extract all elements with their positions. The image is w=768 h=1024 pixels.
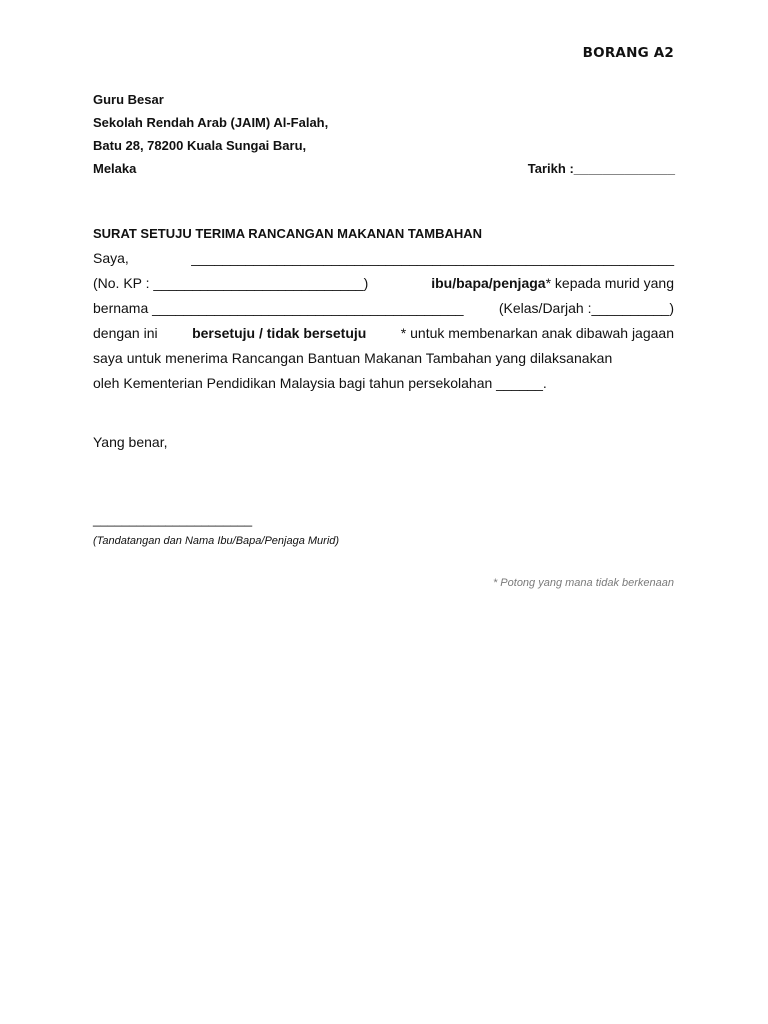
body-line-4-tail: * untuk membenarkan anak dibawah jagaan bbox=[400, 325, 674, 341]
body-line-2-rest bbox=[431, 271, 674, 296]
signature-caption: (Tandatangan dan Nama Ibu/Bapa/Penjaga Murid) bbox=[93, 535, 340, 547]
guardian-role: ibu/bapa/penjaga bbox=[431, 275, 546, 291]
address-line-3: Batu 28, 78200 Kuala Sungai Baru, bbox=[93, 138, 307, 153]
saya-label: Saya, bbox=[93, 250, 129, 266]
body-line-4 bbox=[93, 321, 674, 346]
address-line-2: Sekolah Rendah Arab (JAIM) Al-Falah, bbox=[93, 115, 329, 130]
letter-body bbox=[93, 246, 674, 396]
name-blank: ______________________________________________________________ bbox=[191, 250, 674, 266]
address-last-row bbox=[93, 157, 675, 180]
form-code: BORANG A2 bbox=[582, 45, 674, 61]
student-name-blank: bernama ________________________________________ bbox=[93, 300, 464, 316]
signature-line: ______________________ bbox=[93, 512, 253, 527]
ic-number-blank: (No. KP : ___________________________) bbox=[93, 275, 369, 291]
class-blank: (Kelas/Darjah :__________) bbox=[498, 300, 674, 316]
body-line-2 bbox=[93, 271, 674, 296]
body-line-3 bbox=[93, 296, 674, 321]
recipient-address bbox=[93, 88, 675, 180]
address-line-4: Melaka bbox=[93, 161, 137, 176]
body-line-4-head: dengan ini bbox=[93, 325, 158, 341]
body-line-1 bbox=[93, 246, 674, 271]
consent-choice: bersetuju / tidak bersetuju bbox=[192, 325, 367, 341]
date-field: Tarikh :______________ bbox=[527, 161, 675, 176]
closing-salutation: Yang benar, bbox=[93, 434, 168, 450]
body-line-5: saya untuk menerima Rancangan Bantuan Makanan Tambahan yang dilaksanakan bbox=[93, 350, 613, 366]
letter-subject: SURAT SETUJU TERIMA RANCANGAN MAKANAN TAMBAHAN bbox=[93, 226, 483, 241]
body-line-6: oleh Kementerian Pendidikan Malaysia bagi tahun persekolahan ______. bbox=[93, 375, 547, 391]
body-line-2-tail: * kepada murid yang bbox=[545, 275, 674, 291]
footnote: * Potong yang mana tidak berkenaan bbox=[492, 577, 674, 589]
address-line-1: Guru Besar bbox=[93, 92, 164, 107]
